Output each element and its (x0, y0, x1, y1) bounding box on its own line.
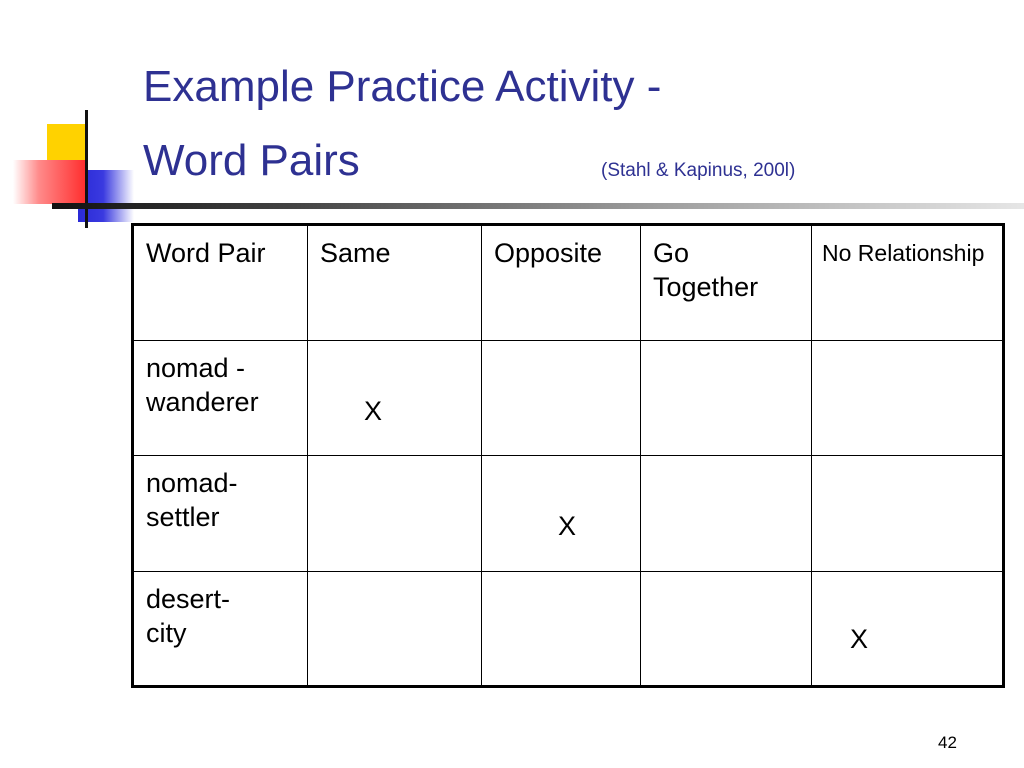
header-cell (641, 225, 812, 341)
table-cell (133, 456, 308, 571)
table-cell (482, 571, 641, 686)
table-cell (812, 456, 1004, 571)
slide-title-line1: Example Practice Activity - (143, 62, 662, 111)
slide-title-line2: Word Pairs (143, 136, 360, 185)
header-cell (308, 225, 482, 341)
table-cell (308, 571, 482, 686)
table-cell (133, 341, 308, 456)
mark-same: X (364, 396, 383, 427)
table-row (133, 571, 1004, 686)
table-row (133, 456, 1004, 571)
table-cell (133, 571, 308, 686)
table-cell (482, 341, 641, 456)
header-cell (133, 225, 308, 341)
header-no-relationship: No Relationship (822, 240, 985, 266)
header-opposite: Opposite (494, 238, 603, 268)
table-cell (641, 456, 812, 571)
title-underline (52, 203, 1024, 209)
decor-yellow-square (47, 124, 87, 164)
table-cell (641, 341, 812, 456)
table-cell (812, 341, 1004, 456)
table-cell (308, 456, 482, 571)
table-header-row (133, 225, 1004, 341)
word-pair-label: nomad - wanderer (146, 353, 259, 418)
header-cell (812, 225, 1004, 341)
citation: (Stahl & Kapinus, 200l) (601, 160, 796, 181)
header-cell (482, 225, 641, 341)
header-go-together: Go Together (653, 238, 759, 302)
word-pair-label: nomad- settler (146, 468, 238, 533)
header-same: Same (320, 238, 391, 268)
table-cell (812, 571, 1004, 686)
decor-vertical-line (85, 110, 88, 228)
table-row (133, 341, 1004, 456)
mark-opposite: X (558, 511, 577, 542)
word-pair-label: desert- city (146, 583, 231, 648)
table-cell (641, 571, 812, 686)
table-cell (308, 341, 482, 456)
word-pairs-table (131, 223, 1005, 688)
mark-no-relationship: X (850, 623, 869, 654)
table-cell (482, 456, 641, 571)
decor-red-square (13, 160, 87, 204)
page-number: 42 (938, 733, 957, 752)
header-word-pair: Word Pair (146, 238, 266, 268)
